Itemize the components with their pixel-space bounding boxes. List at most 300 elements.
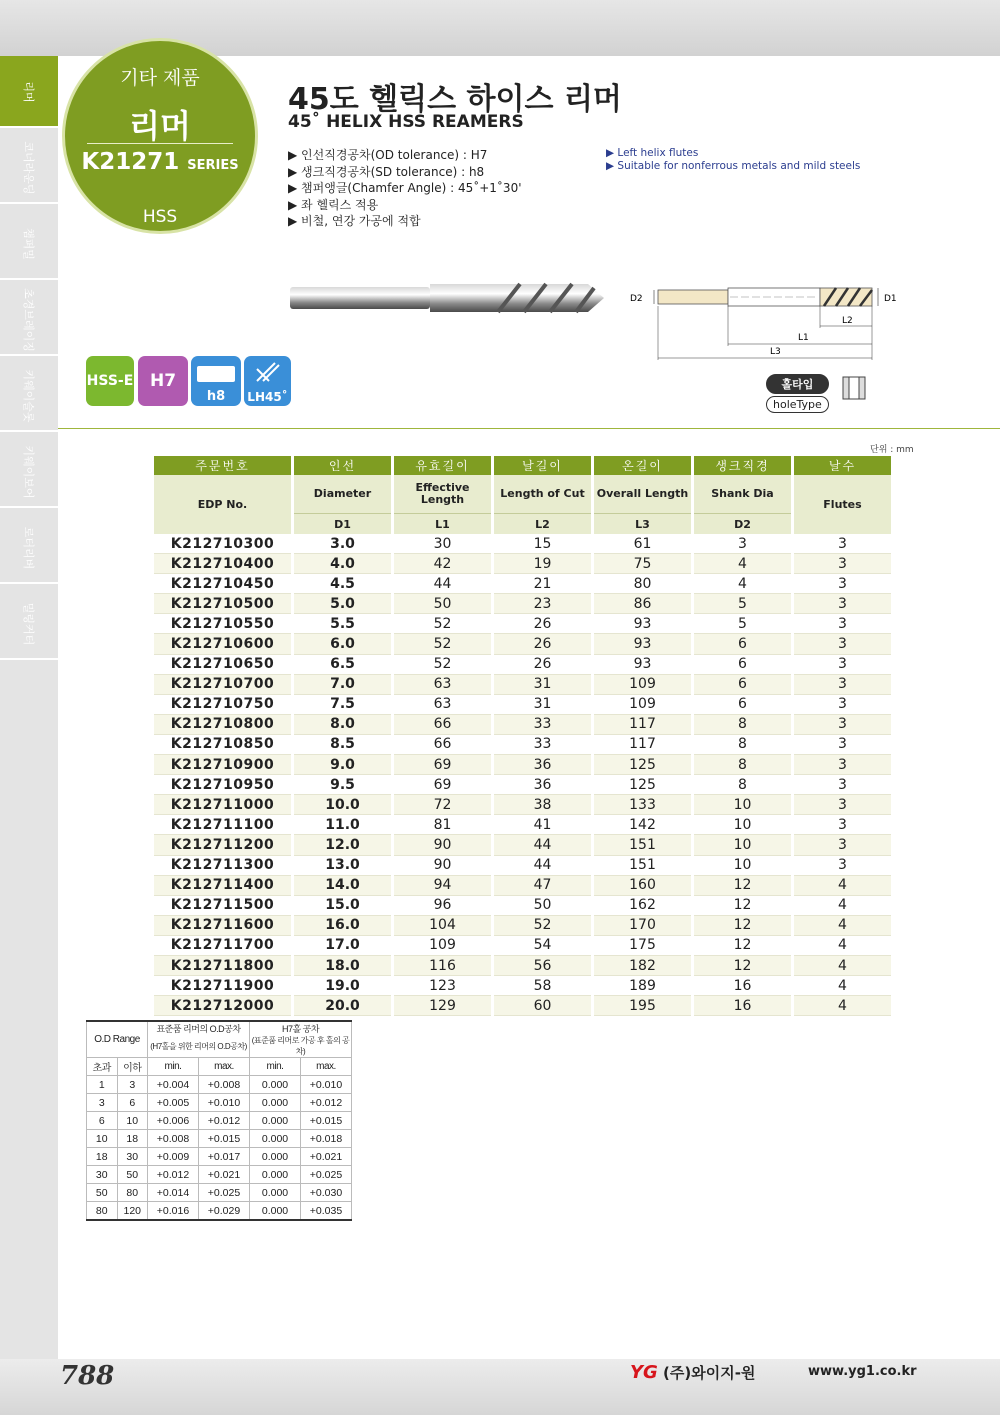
tolerance-cell: +0.004	[148, 1076, 199, 1094]
tol-sub-min: min.	[250, 1058, 301, 1076]
table-cell: 3.0	[293, 534, 393, 554]
table-cell: 96	[393, 895, 493, 915]
feature-item: ▶ 인선직경공차(OD tolerance) : H7	[288, 148, 488, 162]
table-cell: 160	[593, 875, 693, 895]
table-row	[154, 694, 893, 714]
tol-sub-max: max.	[199, 1058, 250, 1076]
table-cell: 36	[493, 775, 593, 795]
tolerance-cell: +0.008	[199, 1076, 250, 1094]
table-cell: 10.0	[293, 795, 393, 815]
table-cell: K212710700	[154, 674, 293, 694]
tolerance-table	[86, 1020, 352, 1221]
l1-label: L1	[798, 333, 809, 343]
table-cell: 26	[493, 654, 593, 674]
tolerance-cell: 18	[117, 1130, 148, 1148]
table-cell: 19.0	[293, 976, 393, 996]
table-cell: 44	[393, 574, 493, 594]
table-cell: 4	[693, 554, 793, 574]
tolerance-cell: +0.017	[199, 1148, 250, 1166]
tolerance-cell: 3	[117, 1076, 148, 1094]
table-cell: K212710500	[154, 594, 293, 614]
tolerance-cell: 50	[87, 1184, 118, 1202]
table-cell: 189	[593, 976, 693, 996]
h7-badge: H7	[138, 356, 188, 406]
tolerance-row	[87, 1112, 352, 1130]
features-korean	[288, 147, 522, 230]
table-cell: 90	[393, 835, 493, 855]
table-row	[154, 755, 893, 775]
feature-item: ▶ 챔퍼앵글(Chamfer Angle) : 45˚+1˚30'	[288, 181, 522, 195]
table-cell: K212710300	[154, 534, 293, 554]
table-cell: 3	[793, 815, 893, 835]
table-cell: 109	[393, 935, 493, 955]
sidebar-tab-label: 로터리버	[22, 526, 35, 570]
table-cell: 151	[593, 855, 693, 875]
table-cell: 50	[493, 895, 593, 915]
table-cell: 33	[493, 734, 593, 754]
hole-type-en: holeType	[766, 396, 829, 413]
table-cell: K212711700	[154, 935, 293, 955]
table-cell: 26	[493, 614, 593, 634]
tolerance-cell: +0.012	[199, 1112, 250, 1130]
table-cell: 8.0	[293, 714, 393, 734]
feature-item: ▶ 좌 헬릭스 적용	[288, 197, 379, 212]
tolerance-cell: 10	[87, 1130, 118, 1148]
table-cell: 81	[393, 815, 493, 835]
tolerance-cell: +0.018	[301, 1130, 352, 1148]
tolerance-row	[87, 1094, 352, 1112]
table-cell: 5	[693, 594, 793, 614]
table-cell: 19	[493, 554, 593, 574]
table-cell: K212711800	[154, 955, 293, 975]
tolerance-cell: +0.014	[148, 1184, 199, 1202]
table-cell: K212711400	[154, 875, 293, 895]
table-cell: 63	[393, 674, 493, 694]
sidebar-tab[interactable]	[0, 208, 58, 280]
table-cell: 18.0	[293, 955, 393, 975]
header-diameter-ko: 인선	[293, 456, 393, 475]
header-overall-ko: 온길이	[593, 456, 693, 475]
table-cell: 9.5	[293, 775, 393, 795]
table-cell: 104	[393, 915, 493, 935]
table-cell: 23	[493, 594, 593, 614]
table-cell: 117	[593, 714, 693, 734]
tolerance-cell: 1	[87, 1076, 118, 1094]
divider	[87, 143, 233, 144]
dimension-drawing	[626, 282, 906, 362]
tolerance-cell: +0.015	[199, 1130, 250, 1148]
table-cell: 142	[593, 815, 693, 835]
page-title: 45도 헬릭스 하이스 리머	[288, 82, 622, 117]
table-cell: 75	[593, 554, 693, 574]
table-row	[154, 976, 893, 996]
sidebar-tab[interactable]	[0, 588, 58, 660]
sidebar-tab[interactable]	[0, 132, 58, 204]
table-cell: K212710650	[154, 654, 293, 674]
table-cell: K212711200	[154, 835, 293, 855]
table-row	[154, 574, 893, 594]
table-cell: 3	[793, 855, 893, 875]
page-subtitle: 45˚ HELIX HSS REAMERS	[288, 112, 524, 132]
tolerance-cell: 0.000	[250, 1184, 301, 1202]
table-row	[154, 835, 893, 855]
header-cut-en: Length of Cut	[493, 475, 593, 514]
table-cell: 80	[593, 574, 693, 594]
table-cell: 66	[393, 714, 493, 734]
tolerance-cell: +0.015	[301, 1112, 352, 1130]
table-cell: 12	[693, 895, 793, 915]
table-cell: 3	[793, 594, 893, 614]
table-cell: 4	[793, 915, 893, 935]
table-cell: 109	[593, 674, 693, 694]
header-sym-l2: L2	[493, 514, 593, 535]
tolerance-cell: 0.000	[250, 1130, 301, 1148]
hole-type-badge	[766, 374, 829, 415]
table-row	[154, 775, 893, 795]
table-cell: K212710550	[154, 614, 293, 634]
sidebar-tab-label: 키웨이보어	[22, 445, 35, 499]
yg-logo: YG	[630, 1362, 658, 1383]
header-sym-d2: D2	[693, 514, 793, 535]
table-cell: 162	[593, 895, 693, 915]
header-sym-l3: L3	[593, 514, 693, 535]
tolerance-row	[87, 1184, 352, 1202]
table-cell: 195	[593, 996, 693, 1016]
tolerance-cell: +0.005	[148, 1094, 199, 1112]
table-cell: 10	[693, 815, 793, 835]
table-cell: 4	[793, 895, 893, 915]
table-row	[154, 935, 893, 955]
category-label: 기타 제품	[120, 67, 200, 89]
header-effective-en: Effective Length	[393, 475, 493, 514]
sidebar	[0, 56, 58, 1359]
table-cell: 3	[793, 574, 893, 594]
table-cell: 41	[493, 815, 593, 835]
helix-angle-icon	[253, 359, 283, 385]
table-cell: 3	[793, 634, 893, 654]
table-row	[154, 875, 893, 895]
tolerance-cell: 0.000	[250, 1076, 301, 1094]
tolerance-cell: 6	[87, 1112, 118, 1130]
table-cell: 12	[693, 935, 793, 955]
tol-sub-min: min.	[148, 1058, 199, 1076]
page-number: 788	[60, 1361, 115, 1391]
table-cell: 20.0	[293, 996, 393, 1016]
tolerance-cell: +0.035	[301, 1202, 352, 1221]
table-cell: K212710900	[154, 755, 293, 775]
unit-label: 단위 : mm	[870, 445, 914, 455]
table-cell: K212712000	[154, 996, 293, 1016]
table-cell: 4.0	[293, 554, 393, 574]
category-badge	[62, 38, 258, 234]
table-cell: 14.0	[293, 875, 393, 895]
table-cell: 52	[493, 915, 593, 935]
table-cell: 8.5	[293, 734, 393, 754]
tolerance-cell: 80	[117, 1184, 148, 1202]
table-row	[154, 634, 893, 654]
table-cell: 36	[493, 755, 593, 775]
table-cell: 4	[693, 574, 793, 594]
table-cell: 3	[793, 674, 893, 694]
sidebar-tab[interactable]	[0, 436, 58, 508]
table-cell: 6.5	[293, 654, 393, 674]
table-cell: K212711300	[154, 855, 293, 875]
reamer-photo	[288, 278, 608, 318]
tolerance-cell: 30	[87, 1166, 118, 1184]
table-cell: 33	[493, 714, 593, 734]
table-cell: 6	[693, 674, 793, 694]
table-cell: 7.0	[293, 674, 393, 694]
table-cell: 4	[793, 875, 893, 895]
table-cell: 3	[793, 614, 893, 634]
table-cell: 9.0	[293, 755, 393, 775]
table-cell: K212710750	[154, 694, 293, 714]
table-cell: 170	[593, 915, 693, 935]
table-cell: 3	[793, 835, 893, 855]
table-cell: K212710950	[154, 775, 293, 795]
table-row	[154, 734, 893, 754]
table-cell: 125	[593, 755, 693, 775]
header-sym-l1: L1	[393, 514, 493, 535]
series-code-text: K21271	[81, 149, 180, 175]
company-brand	[630, 1362, 755, 1383]
table-cell: 182	[593, 955, 693, 975]
table-cell: 69	[393, 755, 493, 775]
tolerance-cell: 18	[87, 1148, 118, 1166]
table-cell: 117	[593, 734, 693, 754]
tolerance-cell: 0.000	[250, 1148, 301, 1166]
l2-label: L2	[842, 316, 853, 326]
feature-item: ▶ Suitable for nonferrous metals and mild steels	[606, 160, 861, 172]
tol-std-subheader: (H7홀을 위한 리머의 O.D공차)	[148, 1035, 250, 1058]
tolerance-row	[87, 1076, 352, 1094]
table-cell: 16	[693, 976, 793, 996]
sidebar-tab[interactable]	[0, 284, 58, 356]
table-cell: 3	[793, 694, 893, 714]
spec-table	[154, 456, 894, 1016]
table-cell: 3	[793, 534, 893, 554]
table-cell: 31	[493, 694, 593, 714]
table-cell: 10	[693, 835, 793, 855]
header-flutes-ko: 날수	[793, 456, 893, 475]
table-cell: 3	[793, 714, 893, 734]
table-cell: K212711500	[154, 895, 293, 915]
table-cell: K212711900	[154, 976, 293, 996]
table-cell: 21	[493, 574, 593, 594]
table-cell: 63	[393, 694, 493, 714]
series-word: SERIES	[187, 158, 239, 173]
table-cell: 116	[393, 955, 493, 975]
table-cell: K212710800	[154, 714, 293, 734]
header-overall-en: Overall Length	[593, 475, 693, 514]
table-cell: K212711100	[154, 815, 293, 835]
tolerance-cell: 80	[87, 1202, 118, 1221]
table-cell: 54	[493, 935, 593, 955]
table-cell: 129	[393, 996, 493, 1016]
tolerance-cell: 0.000	[250, 1094, 301, 1112]
hole-type-ko: 홀타입	[766, 374, 829, 394]
table-row	[154, 714, 893, 734]
tol-std-header: 표준품 리머의 O.D공차	[148, 1021, 250, 1035]
table-cell: 86	[593, 594, 693, 614]
section-divider	[58, 428, 1000, 429]
table-row	[154, 915, 893, 935]
table-cell: 3	[793, 755, 893, 775]
table-cell: 52	[393, 654, 493, 674]
table-cell: 7.5	[293, 694, 393, 714]
table-cell: 26	[493, 634, 593, 654]
hole-icon	[842, 376, 866, 400]
table-row	[154, 895, 893, 915]
table-cell: 109	[593, 694, 693, 714]
table-cell: 3	[793, 554, 893, 574]
tolerance-cell: +0.010	[199, 1094, 250, 1112]
table-cell: 175	[593, 935, 693, 955]
tolerance-cell: +0.030	[301, 1184, 352, 1202]
product-name: 리머	[129, 107, 191, 145]
table-cell: 72	[393, 795, 493, 815]
table-cell: K212711600	[154, 915, 293, 935]
features-english	[606, 147, 860, 173]
table-cell: 151	[593, 835, 693, 855]
table-cell: 3	[793, 775, 893, 795]
shank-shape-icon	[197, 366, 235, 382]
table-cell: 16.0	[293, 915, 393, 935]
l3-label: L3	[770, 347, 781, 357]
feature-item: ▶ 생크직경공차(SD tolerance) : h8	[288, 164, 485, 179]
header-shank-en: Shank Dia	[693, 475, 793, 514]
sidebar-tab[interactable]	[0, 360, 58, 432]
tolerance-cell: +0.012	[148, 1166, 199, 1184]
table-row	[154, 795, 893, 815]
d2-label: D2	[630, 294, 643, 304]
tolerance-cell: +0.016	[148, 1202, 199, 1221]
tolerance-cell: +0.008	[148, 1130, 199, 1148]
table-row	[154, 554, 893, 574]
table-cell: 4	[793, 935, 893, 955]
table-row	[154, 996, 893, 1016]
table-cell: 8	[693, 714, 793, 734]
table-cell: 66	[393, 734, 493, 754]
table-cell: 12	[693, 955, 793, 975]
table-cell: 3	[793, 795, 893, 815]
tolerance-cell: +0.012	[301, 1094, 352, 1112]
table-cell: 58	[493, 976, 593, 996]
table-row	[154, 815, 893, 835]
tolerance-cell: +0.029	[199, 1202, 250, 1221]
table-row	[154, 594, 893, 614]
tolerance-cell: 10	[117, 1112, 148, 1130]
lh45-label: LH45˚	[247, 390, 288, 404]
table-cell: 6.0	[293, 634, 393, 654]
table-cell: 47	[493, 875, 593, 895]
table-cell: 15	[493, 534, 593, 554]
tolerance-cell: 0.000	[250, 1166, 301, 1184]
header-shank-ko: 생크직경	[693, 456, 793, 475]
table-cell: 11.0	[293, 815, 393, 835]
sidebar-tab-label: 리머	[22, 81, 35, 103]
table-cell: 50	[393, 594, 493, 614]
table-cell: 93	[593, 614, 693, 634]
table-cell: 31	[493, 674, 593, 694]
table-cell: 60	[493, 996, 593, 1016]
tolerance-cell: 120	[117, 1202, 148, 1221]
table-cell: 44	[493, 835, 593, 855]
tolerance-cell: +0.009	[148, 1148, 199, 1166]
table-cell: 4	[793, 976, 893, 996]
table-row	[154, 955, 893, 975]
table-cell: 38	[493, 795, 593, 815]
tolerance-cell: +0.010	[301, 1076, 352, 1094]
table-cell: 44	[493, 855, 593, 875]
table-cell: 133	[593, 795, 693, 815]
sidebar-tab-label: 초경브레이징	[22, 288, 35, 352]
tolerance-row	[87, 1130, 352, 1148]
header-sym-d1: D1	[293, 514, 393, 535]
material-label: HSS	[142, 207, 178, 227]
header-edp-en: EDP No.	[154, 475, 293, 534]
table-cell: 30	[393, 534, 493, 554]
table-cell: 12.0	[293, 835, 393, 855]
tolerance-cell: 0.000	[250, 1112, 301, 1130]
sidebar-tab[interactable]	[0, 512, 58, 584]
tolerance-row	[87, 1148, 352, 1166]
table-row	[154, 534, 893, 554]
feature-item: ▶ Left helix flutes	[606, 147, 699, 159]
h8-label: h8	[206, 389, 226, 404]
table-cell: 6	[693, 634, 793, 654]
table-cell: 90	[393, 855, 493, 875]
table-cell: 56	[493, 955, 593, 975]
table-cell: 10	[693, 855, 793, 875]
company-url: www.yg1.co.kr	[808, 1364, 917, 1379]
tolerance-cell: +0.006	[148, 1112, 199, 1130]
tolerance-cell: +0.021	[301, 1148, 352, 1166]
table-cell: K212710450	[154, 574, 293, 594]
sidebar-tab[interactable]	[0, 56, 58, 128]
table-cell: 6	[693, 694, 793, 714]
feature-item: ▶ 비철, 연강 가공에 적합	[288, 214, 421, 228]
table-cell: 52	[393, 614, 493, 634]
table-cell: 61	[593, 534, 693, 554]
table-cell: 17.0	[293, 935, 393, 955]
table-cell: 3	[793, 654, 893, 674]
sidebar-tab-label: 밀링커터	[22, 602, 35, 646]
table-cell: 8	[693, 734, 793, 754]
tolerance-cell: 0.000	[250, 1202, 301, 1221]
header-cut-ko: 날길이	[493, 456, 593, 475]
table-row	[154, 654, 893, 674]
tol-sub-max: max.	[301, 1058, 352, 1076]
table-cell: 13.0	[293, 855, 393, 875]
table-row	[154, 855, 893, 875]
table-cell: K212710600	[154, 634, 293, 654]
table-cell: 4	[793, 996, 893, 1016]
header-flutes-en: Flutes	[793, 475, 893, 534]
table-cell: 3	[693, 534, 793, 554]
table-cell: 4.5	[293, 574, 393, 594]
h8-shank-badge	[191, 356, 241, 406]
tolerance-cell: +0.021	[199, 1166, 250, 1184]
table-cell: 42	[393, 554, 493, 574]
table-cell: 5	[693, 614, 793, 634]
table-cell: 52	[393, 634, 493, 654]
series-code	[65, 149, 255, 175]
tolerance-row	[87, 1166, 352, 1184]
table-row	[154, 614, 893, 634]
table-cell: 12	[693, 915, 793, 935]
table-cell: 8	[693, 775, 793, 795]
